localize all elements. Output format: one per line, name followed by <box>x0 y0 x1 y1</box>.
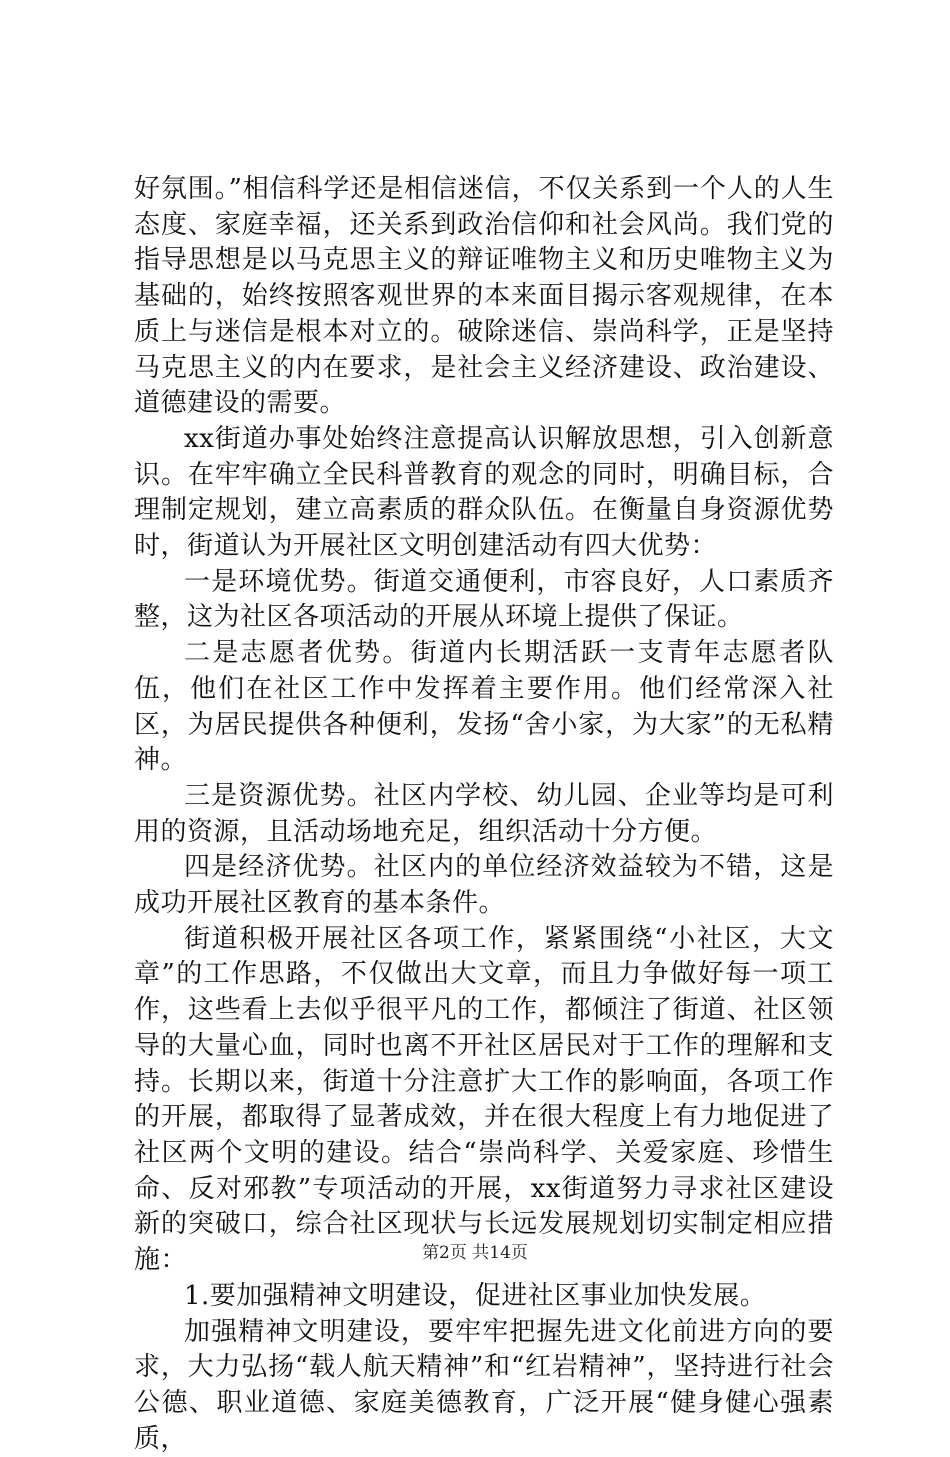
paragraph-5: 三是资源优势。社区内学校、幼儿园、企业等均是可利用的资源，且活动场地充足，组织活动十分方便。 <box>134 779 834 850</box>
paragraph-6: 四是经济优势。社区内的单位经济效益较为不错，这是成功开展社区教育的基本条件。 <box>134 850 834 921</box>
paragraph-4: 二是志愿者优势。街道内长期活跃一支青年志愿者队伍，他们在社区工作中发挥着主要作用。他们经常深入社区，为居民提供各种便利，发扬“舍小家，为大家”的无私精神。 <box>134 636 834 779</box>
paragraph-2: xx街道办事处始终注意提高认识解放思想，引入创新意识。在牢牢确立全民科普教育的观念的同时，明确目标，合理制定规划，建立高素质的群众队伍。在衡量自身资源优势时，街道认为开展社区文明创建活动有四大优势： <box>134 422 834 565</box>
paragraph-1: 好氛围。”相信科学还是相信迷信，不仅关系到一个人的人生态度、家庭幸福，还关系到政治信仰和社会风尚。我们党的指导思想是以马克思主义的辩证唯物主义和历史唯物主义为基础的，始终按照客观世界的本来面目揭示客观规律，在本质上与迷信是根本对立的。破除迷信、崇尚科学，正是坚持马克思主义的内在要求，是社会主义经济建设、政治建设、道德建设的需要。 <box>134 172 834 422</box>
paragraph-3: 一是环境优势。街道交通便利，市容良好，人口素质齐整，这为社区各项活动的开展从环境上提供了保证。 <box>134 565 834 636</box>
paragraph-9: 加强精神文明建设，要牢牢把握先进文化前进方向的要求，大力弘扬“载人航天精神”和“红岩精神”，坚持进行社会公德、职业道德、家庭美德教育，广泛开展“健身健心强素质， <box>134 1315 834 1457</box>
paragraph-7: 街道积极开展社区各项工作，紧紧围绕“小社区，大文章”的工作思路，不仅做出大文章，而且力争做好每一项工作，这些看上去似乎很平凡的工作，都倾注了街道、社区领导的大量心血，同时也离不开社区居民对于工作的理解和支持。长期以来，街道十分注意扩大工作的影响面，各项工作的开展，都取得了显著成效，并在很大程度上有力地促进了社区两个文明的建设。结合“崇尚科学、关爱家庭、珍惜生命、反对邪教”专项活动的开展，xx街道努力寻求社区建设新的突破口，综合社区现状与长远发展规划切实制定相应措施： <box>134 922 834 1279</box>
paragraph-8: 1.要加强精神文明建设，促进社区事业加快发展。 <box>134 1279 834 1315</box>
page-footer: 第2页 共14页 <box>0 1241 950 1265</box>
